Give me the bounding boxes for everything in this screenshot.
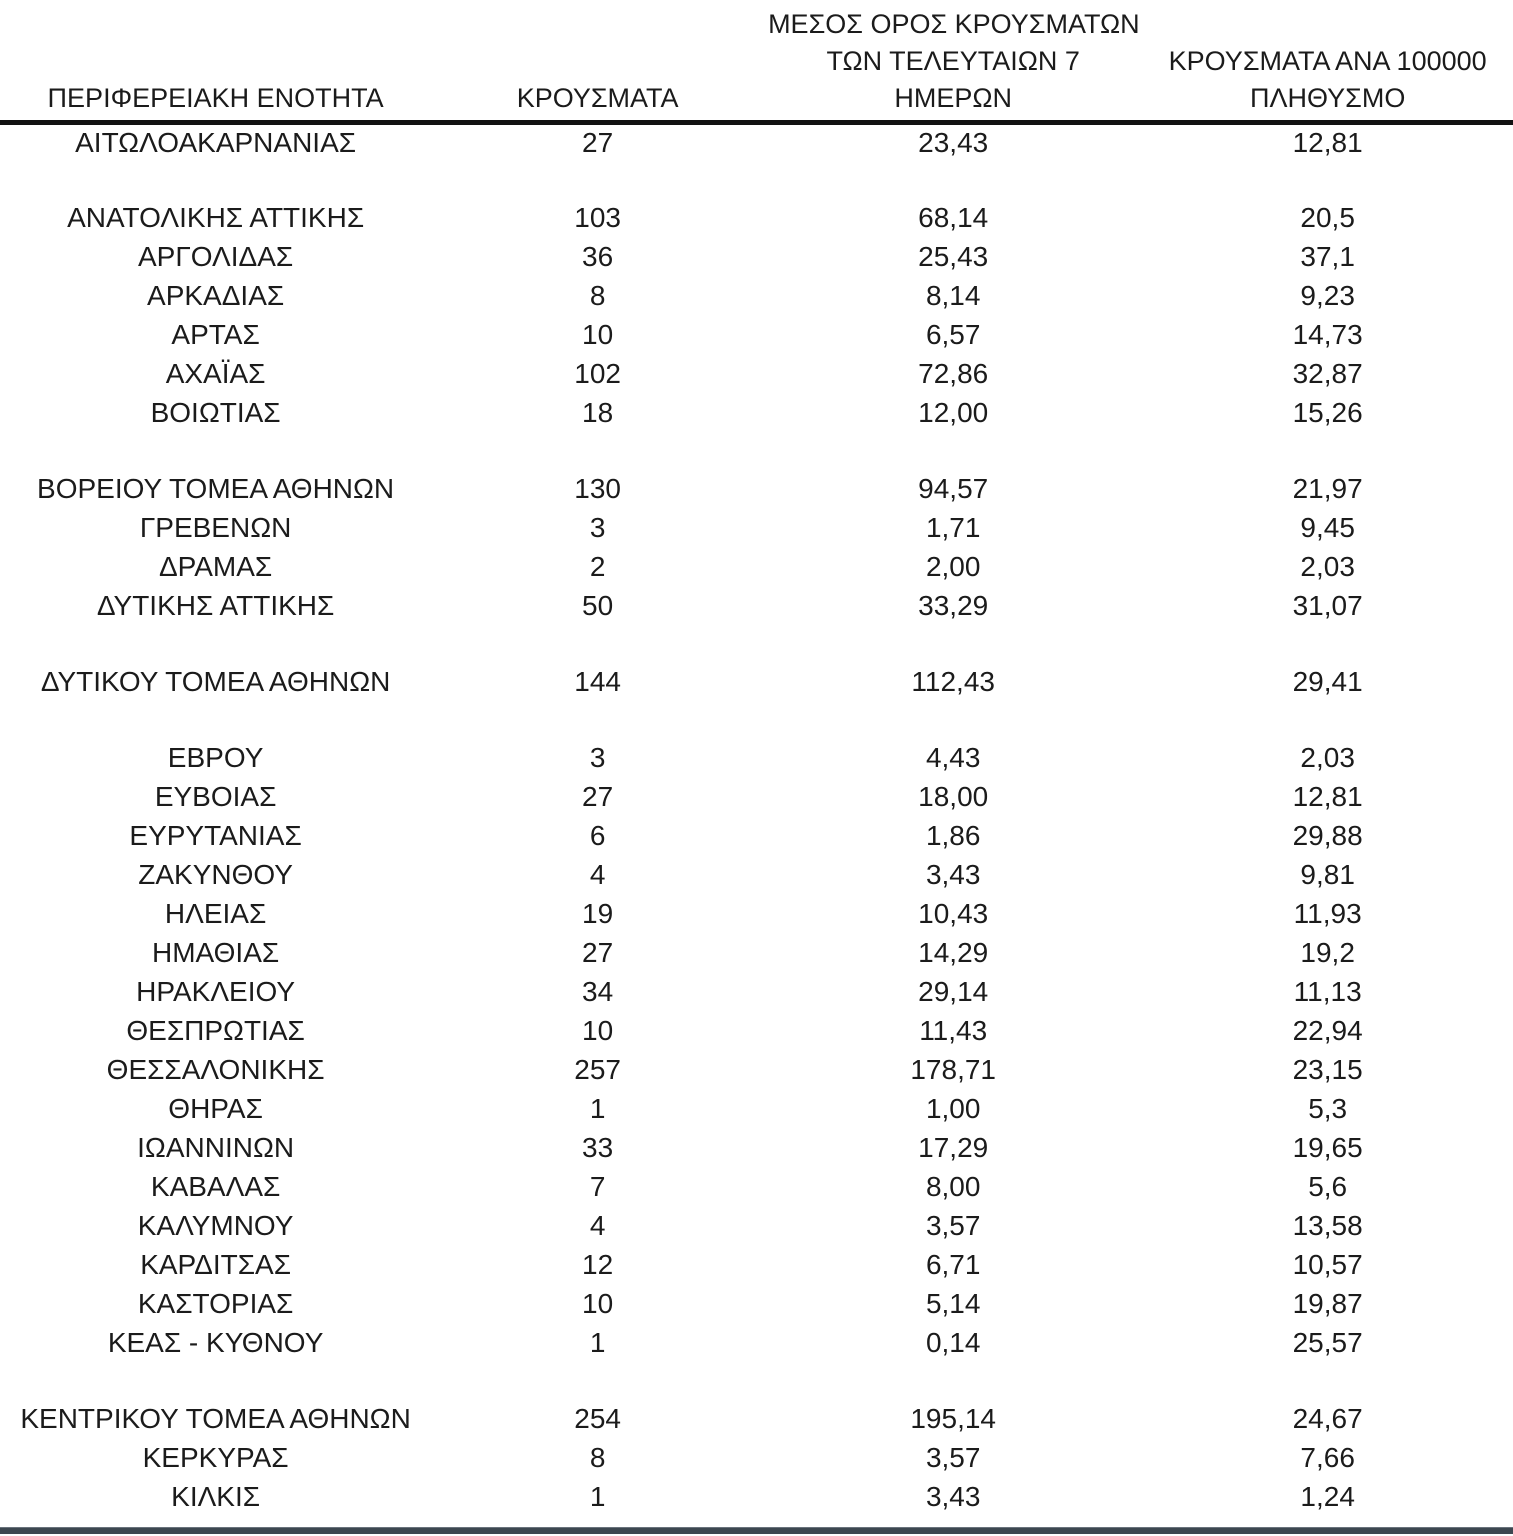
avg7days-cell: 33,29 — [918, 590, 989, 621]
per100k-cell: 7,66 — [1300, 1442, 1355, 1473]
table-row — [0, 394, 1513, 433]
avg7days-cell: 14,29 — [918, 937, 989, 968]
avg7days-cell: 3,57 — [925, 1210, 981, 1241]
per100k-cell: 10,57 — [1292, 1249, 1363, 1280]
per100k-cell: 2,03 — [1300, 551, 1355, 582]
cases-cell: 34 — [582, 976, 614, 1007]
avg7days-cell: 1,86 — [925, 820, 981, 851]
avg7days-cell: 29,14 — [918, 976, 989, 1007]
region-cell: ΓΡΕΒΕΝΩΝ — [139, 512, 292, 543]
region-cell: ΚΑΒΑΛΑΣ — [150, 1171, 281, 1202]
column-header-avg7days — [764, 6, 1142, 123]
table-row — [0, 1090, 1513, 1129]
per100k-cell: 22,94 — [1292, 1015, 1363, 1046]
column-header-avg7days-line3: ΗΜΕΡΩΝ — [894, 83, 1013, 113]
per100k-cell: 19,87 — [1292, 1288, 1363, 1319]
avg7days-cell: 0,14 — [925, 1327, 981, 1358]
table-row — [0, 778, 1513, 817]
region-cell: ΚΕΝΤΡΙΚΟΥ ΤΟΜΕΑ ΑΘΗΝΩΝ — [20, 1403, 411, 1434]
cases-cell: 2 — [589, 551, 606, 582]
per100k-cell: 20,5 — [1300, 202, 1355, 233]
avg7days-cell: 112,43 — [911, 666, 995, 697]
region-cell: ΚΑΣΤΟΡΙΑΣ — [137, 1288, 294, 1319]
region-cell: ΕΥΡΥΤΑΝΙΑΣ — [129, 820, 302, 851]
avg7days-cell: 17,29 — [918, 1132, 989, 1163]
avg7days-cell: 6,71 — [925, 1249, 981, 1280]
spacer-cell — [0, 702, 1513, 739]
per100k-cell: 12,81 — [1292, 127, 1363, 159]
column-header-cases — [431, 6, 764, 123]
avg7days-cell: 5,14 — [925, 1288, 981, 1319]
per100k-cell: 32,87 — [1292, 358, 1363, 389]
column-header-avg7days-line2: ΤΩΝ ΤΕΛΕΥΤΑΙΩΝ 7 — [826, 46, 1080, 76]
table-row — [0, 1478, 1513, 1517]
avg7days-cell: 10,43 — [918, 898, 989, 929]
spacer-row — [0, 433, 1513, 470]
table-row — [0, 587, 1513, 626]
per100k-cell: 29,41 — [1292, 666, 1363, 697]
avg7days-cell: 4,43 — [925, 742, 981, 773]
per100k-cell: 5,3 — [1308, 1093, 1348, 1124]
region-cell: ΗΜΑΘΙΑΣ — [152, 937, 280, 968]
region-cell: ΑΡΓΟΛΙΔΑΣ — [137, 241, 294, 272]
avg7days-cell: 8,14 — [925, 280, 981, 311]
avg7days-cell: 12,00 — [918, 397, 989, 428]
table-row — [0, 238, 1513, 277]
avg7days-cell: 1,00 — [925, 1093, 981, 1124]
per100k-cell: 1,24 — [1300, 1481, 1355, 1512]
cases-cell: 4 — [589, 1210, 606, 1241]
cases-cell: 50 — [582, 590, 614, 621]
per100k-cell: 5,6 — [1308, 1171, 1348, 1202]
region-cell: ΗΛΕΙΑΣ — [164, 898, 267, 929]
spacer-cell — [0, 433, 1513, 470]
table-row — [0, 1400, 1513, 1439]
table-row — [0, 1051, 1513, 1090]
region-cell: ΘΕΣΠΡΩΤΙΑΣ — [126, 1015, 305, 1046]
column-header-per100k-line1: ΚΡΟΥΣΜΑΤΑ ΑΝΑ 100000 — [1168, 46, 1487, 76]
region-cell: ΕΥΒΟΙΑΣ — [154, 781, 277, 812]
cases-cell: 27 — [582, 781, 614, 812]
avg7days-cell: 94,57 — [918, 473, 989, 504]
per100k-cell: 13,58 — [1292, 1210, 1363, 1241]
avg7days-cell: 11,43 — [919, 1015, 988, 1046]
column-header-region — [0, 6, 431, 123]
per100k-cell: 37,1 — [1300, 241, 1355, 272]
cases-cell: 130 — [574, 473, 621, 504]
table-row — [0, 895, 1513, 934]
per100k-cell: 11,93 — [1293, 898, 1362, 929]
cases-cell: 19 — [582, 898, 614, 929]
cases-cell: 27 — [582, 127, 614, 159]
avg7days-cell: 3,43 — [925, 1481, 981, 1512]
spacer-row — [0, 626, 1513, 663]
spacer-cell — [0, 1363, 1513, 1400]
cases-cell: 7 — [589, 1171, 606, 1202]
regional-cases-table — [0, 6, 1513, 1517]
table-row — [0, 199, 1513, 238]
table-row — [0, 1285, 1513, 1324]
table-row — [0, 548, 1513, 587]
table-row — [0, 470, 1513, 509]
spacer-cell — [0, 162, 1513, 199]
column-header-per100k-line2: ΠΛΗΘΥΣΜΟ — [1249, 83, 1406, 113]
per100k-cell: 9,81 — [1300, 859, 1355, 890]
region-cell: ΔΥΤΙΚΗΣ ΑΤΤΙΚΗΣ — [96, 590, 335, 621]
region-cell: ΚΕΑΣ - ΚΥΘΝΟΥ — [107, 1327, 324, 1358]
per100k-cell: 25,57 — [1292, 1327, 1363, 1358]
cases-cell: 1 — [589, 1327, 606, 1358]
table-row — [0, 277, 1513, 316]
avg7days-cell: 3,57 — [925, 1442, 981, 1473]
avg7days-cell: 18,00 — [918, 781, 989, 812]
table-body — [0, 123, 1513, 1517]
per100k-cell: 31,07 — [1292, 590, 1363, 621]
cases-cell: 144 — [574, 666, 621, 697]
per100k-cell: 19,65 — [1292, 1132, 1363, 1163]
cases-cell: 1 — [589, 1481, 606, 1512]
cases-cell: 10 — [582, 1015, 614, 1046]
avg7days-cell: 6,57 — [925, 319, 981, 350]
avg7days-cell: 2,00 — [925, 551, 981, 582]
table-row — [0, 1246, 1513, 1285]
per100k-cell: 24,67 — [1292, 1403, 1363, 1434]
avg7days-cell: 68,14 — [918, 202, 989, 233]
region-cell: ΖΑΚΥΝΘΟΥ — [138, 859, 293, 890]
avg7days-cell: 8,00 — [925, 1171, 981, 1202]
per100k-cell: 12,81 — [1292, 781, 1363, 812]
cases-cell: 18 — [582, 397, 614, 428]
column-header-per100k — [1142, 6, 1513, 123]
region-cell: ΑΙΤΩΛΟΑΚΑΡΝΑΝΙΑΣ — [75, 127, 357, 159]
cases-cell: 33 — [582, 1132, 614, 1163]
per100k-cell: 21,97 — [1292, 473, 1363, 504]
avg7days-cell: 1,71 — [925, 512, 981, 543]
per100k-cell: 11,13 — [1293, 976, 1362, 1007]
avg7days-cell: 3,43 — [925, 859, 981, 890]
table-row — [0, 856, 1513, 895]
per100k-cell: 2,03 — [1300, 742, 1355, 773]
table-row — [0, 1439, 1513, 1478]
spacer-row — [0, 1363, 1513, 1400]
per100k-cell: 14,73 — [1292, 319, 1363, 350]
cases-cell: 10 — [582, 1288, 614, 1319]
per100k-cell: 29,88 — [1292, 820, 1363, 851]
region-cell: ΚΑΡΔΙΤΣΑΣ — [140, 1249, 292, 1280]
cases-cell: 102 — [574, 358, 621, 389]
region-cell: ΙΩΑΝΝΙΝΩΝ — [137, 1132, 295, 1163]
per100k-cell: 9,45 — [1300, 512, 1355, 543]
cases-cell: 254 — [574, 1403, 621, 1434]
cases-cell: 4 — [589, 859, 606, 890]
avg7days-cell: 178,71 — [910, 1054, 996, 1085]
per100k-cell: 23,15 — [1292, 1054, 1363, 1085]
region-cell: ΑΧΑΪΑΣ — [165, 358, 266, 389]
table-row — [0, 1207, 1513, 1246]
table-row — [0, 663, 1513, 702]
region-cell: ΗΡΑΚΛΕΙΟΥ — [136, 976, 296, 1007]
cases-cell: 12 — [582, 1249, 614, 1280]
table-row — [0, 1168, 1513, 1207]
table-row — [0, 355, 1513, 394]
cases-cell: 3 — [589, 512, 606, 543]
cases-cell: 36 — [582, 241, 614, 272]
table-row — [0, 817, 1513, 856]
cases-cell: 3 — [589, 742, 606, 773]
table-row — [0, 509, 1513, 548]
region-cell: ΚΑΛΥΜΝΟΥ — [137, 1210, 294, 1241]
region-cell: ΘΗΡΑΣ — [168, 1093, 263, 1124]
spacer-row — [0, 162, 1513, 199]
per100k-cell: 19,2 — [1300, 937, 1355, 968]
table-row — [0, 123, 1513, 162]
region-cell: ΑΡΚΑΔΙΑΣ — [147, 280, 285, 311]
column-header-region-label: ΠΕΡΙΦΕΡΕΙΑΚΗ ΕΝΟΤΗΤΑ — [47, 83, 384, 113]
table-row — [0, 1324, 1513, 1363]
avg7days-cell: 23,43 — [918, 127, 989, 159]
spacer-row — [0, 702, 1513, 739]
table-row — [0, 934, 1513, 973]
cases-cell: 8 — [589, 1442, 606, 1473]
cases-cell: 257 — [574, 1054, 621, 1085]
region-cell: ΒΟΙΩΤΙΑΣ — [150, 397, 281, 428]
cases-cell: 1 — [589, 1093, 606, 1124]
table-header — [0, 6, 1513, 123]
column-header-avg7days-line1: ΜΕΣΟΣ ΟΡΟΣ ΚΡΟΥΣΜΑΤΩΝ — [768, 9, 1140, 39]
region-cell: ΔΡΑΜΑΣ — [158, 551, 273, 582]
region-cell: ΑΡΤΑΣ — [171, 319, 260, 350]
avg7days-cell: 195,14 — [910, 1403, 996, 1434]
avg7days-cell: 25,43 — [918, 241, 989, 272]
cases-cell: 8 — [589, 280, 606, 311]
per100k-cell: 9,23 — [1300, 280, 1355, 311]
table-row — [0, 973, 1513, 1012]
region-cell: ΑΝΑΤΟΛΙΚΗΣ ΑΤΤΙΚΗΣ — [67, 202, 365, 233]
table-row — [0, 739, 1513, 778]
cases-cell: 103 — [574, 202, 621, 233]
region-cell: ΘΕΣΣΑΛΟΝΙΚΗΣ — [106, 1054, 325, 1085]
spacer-cell — [0, 626, 1513, 663]
column-header-cases-label: ΚΡΟΥΣΜΑΤΑ — [516, 83, 679, 113]
region-cell: ΒΟΡΕΙΟΥ ΤΟΜΕΑ ΑΘΗΝΩΝ — [37, 473, 395, 504]
table-row — [0, 316, 1513, 355]
region-cell: ΕΒΡΟΥ — [167, 742, 264, 773]
bottom-rule — [0, 1527, 1513, 1534]
per100k-cell: 15,26 — [1292, 397, 1363, 428]
cases-cell: 6 — [589, 820, 606, 851]
avg7days-cell: 72,86 — [918, 358, 989, 389]
table-row — [0, 1012, 1513, 1051]
table-row — [0, 1129, 1513, 1168]
cases-cell: 10 — [582, 319, 614, 350]
cases-cell: 27 — [582, 937, 614, 968]
region-cell: ΚΕΡΚΥΡΑΣ — [142, 1442, 289, 1473]
region-cell: ΔΥΤΙΚΟΥ ΤΟΜΕΑ ΑΘΗΝΩΝ — [40, 666, 391, 697]
region-cell: ΚΙΛΚΙΣ — [171, 1481, 261, 1512]
